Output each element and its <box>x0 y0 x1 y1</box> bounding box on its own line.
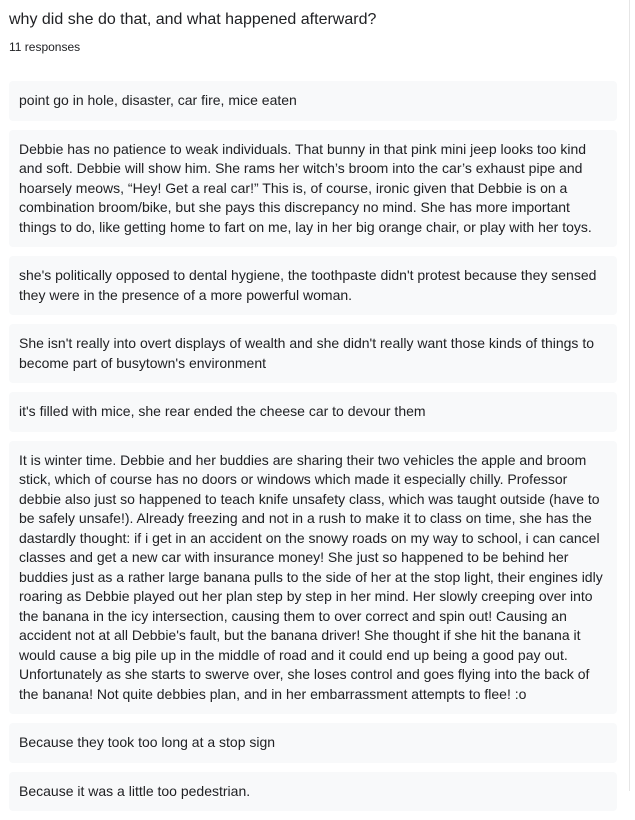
response-item: She isn't really into overt displays of wealth and she didn't really want those kinds of things to become part of busytown's environment <box>9 324 617 383</box>
response-item: Because it was a little too pedestrian. <box>9 772 617 812</box>
response-item: Debbie has no patience to weak individuals. That bunny in that pink mini jeep looks too kind and soft. Debbie will show him. She rams her witch’s broom into the car’s exhaust pipe and hoarsely meows, “Hey! Get a real car!” This is, of course, ironic given that Debbie is on a combination broom/bike, but she pays this discrepancy no mind. She has more important things to do, like getting home to fart on me, lay in her big orange chair, or play with her toys. <box>9 130 617 248</box>
response-count: 11 responses <box>9 40 81 54</box>
response-item: she's politically opposed to dental hygiene, the toothpaste didn't protest because they sensed they were in the presence of a more powerful woman. <box>9 256 617 315</box>
response-item: Because they took too long at a stop sign <box>9 723 617 763</box>
response-list <box>9 81 617 820</box>
response-item: it's filled with mice, she rear ended the cheese car to devour them <box>9 392 617 432</box>
response-item: It is winter time. Debbie and her buddies are sharing their two vehicles the apple and broom stick, which of course has no doors or windows which made it especially chilly. Professor debbie also just so happened to teach knife unsafety class, which was taught outside (have to be safely unsafe!). Already freezing and not in a rush to make it to class on time, she has the dastardly thought: if i get in an accident on the snowy roads on my way to school, i can cancel classes and get a new car with insurance money! She just so happened to be behind her buddies just as a rather large banana pulls to the side of her at the stop light, their engines idly roaring as Debbie played out her plan step by step in her mind. Her slowly creeping over into the banana in the icy intersection, causing them to over correct and spin out! Causing an accident not at all Debbie's fault, but the banana driver! She thought if she hit the banana it would cause a big pile up in the middle of road and it could end up being a good pay out. Unfortunately as she starts to swerve over, she loses control and goes flying into the back of the banana! Not quite debbies plan, and in her embarrassment attempts to flee! :o <box>9 441 617 715</box>
question-title: why did she do that, and what happened afterward? <box>9 11 377 28</box>
response-item: point go in hole, disaster, car fire, mice eaten <box>9 81 617 121</box>
